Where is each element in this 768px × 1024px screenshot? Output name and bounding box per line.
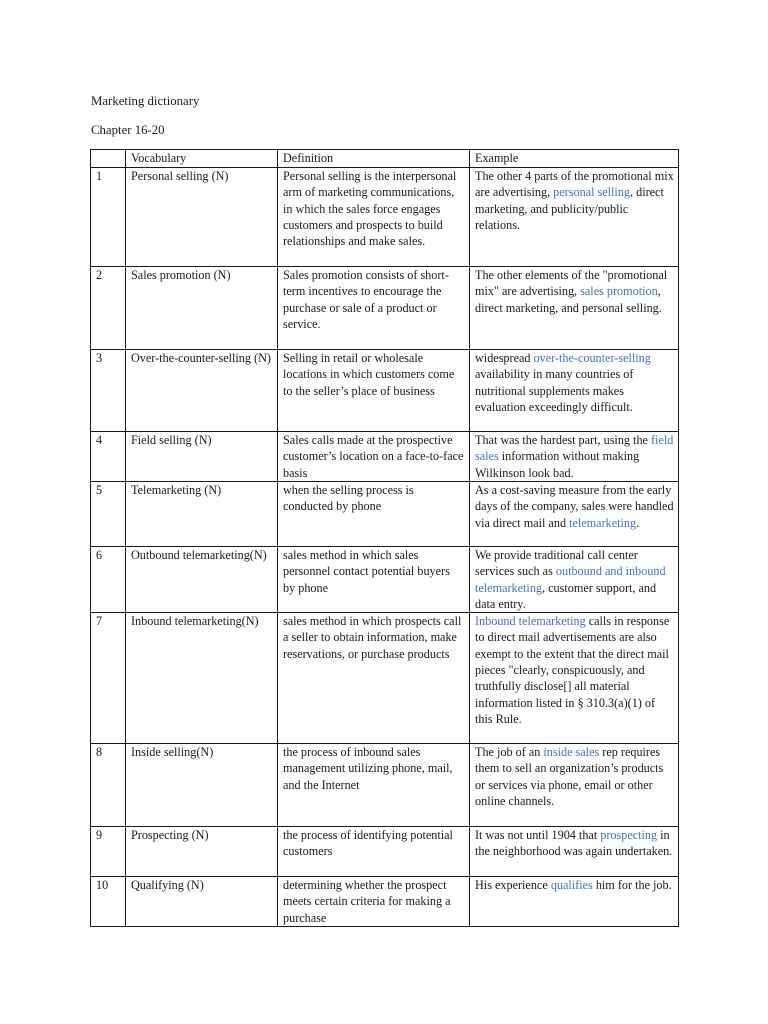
example-text-before: It was not until 1904 that: [475, 828, 601, 843]
example-text-after: availability in many countries of nutritional supplements makes evaluation exceedingly difficult.: [475, 367, 634, 414]
example-text-before: widespread: [475, 351, 534, 365]
header-example: Example: [470, 150, 679, 168]
example-text-after: in the neighborhood was again undertaken.: [475, 828, 673, 859]
example-text-after: .: [636, 515, 640, 530]
table-row: [91, 827, 679, 877]
example-term: telemarketing: [569, 515, 637, 530]
example-text-before: The other 4 parts of the promotional mix are advertising,: [475, 169, 674, 200]
row-example: [470, 482, 679, 547]
header-number: [91, 150, 126, 168]
table-row: [91, 432, 679, 482]
example-term: outbound and inbound telemarketing: [475, 564, 666, 595]
table-row: [91, 547, 679, 613]
row-example: [470, 168, 679, 267]
document-title: Marketing dictionary: [91, 94, 200, 108]
row-vocabulary: Outbound telemarketing(N): [126, 547, 278, 613]
row-number: 2: [91, 267, 126, 350]
example-term: personal selling: [553, 185, 631, 200]
row-example: [470, 432, 679, 482]
row-number: 10: [91, 877, 126, 927]
row-definition: when the selling process is conducted by phone: [278, 482, 470, 547]
row-definition: sales method in which sales personnel contact potential buyers by phone: [278, 547, 470, 613]
row-vocabulary: Sales promotion (N): [126, 267, 278, 350]
row-vocabulary: Inbound telemarketing(N): [126, 613, 278, 744]
example-text-after: , direct marketing, and publicity/public relations.: [475, 185, 664, 232]
table-row: [91, 613, 679, 744]
example-text-before: His experience: [475, 878, 551, 893]
row-definition: determining whether the prospect meets certain criteria for making a purchase: [278, 877, 470, 927]
example-text-before: That was the hardest part, using the: [475, 433, 651, 447]
header-vocabulary: Vocabulary: [126, 150, 278, 168]
row-number: 1: [91, 168, 126, 267]
example-text-before: We provide traditional call center services such as: [475, 548, 638, 579]
example-text-after: calls in response to direct mail advertisements are also exempt to the extent that the direct mail pieces "clearly, conspicuously, and truthfully disclose[] all material information listed in § 310.3(a)(1) of this Rule.: [475, 614, 670, 726]
row-vocabulary: Over-the-counter-selling (N): [126, 350, 278, 432]
row-number: 4: [91, 432, 126, 482]
table-row: [91, 267, 679, 350]
row-vocabulary: Qualifying (N): [126, 877, 278, 927]
row-number: 8: [91, 744, 126, 827]
row-number: 6: [91, 547, 126, 613]
row-example: [470, 613, 679, 744]
example-term: Inbound telemarketing: [475, 614, 586, 629]
row-definition: Selling in retail or wholesale locations in which customers come to the seller’s place of business: [278, 350, 470, 432]
example-text-before: As a cost-saving measure from the early days of the company, sales were handled via direct mail and: [475, 483, 674, 530]
row-definition: the process of identifying potential customers: [278, 827, 470, 877]
table-row: [91, 482, 679, 547]
example-text-after: , customer support, and data entry.: [475, 580, 657, 611]
header-definition: Definition: [278, 150, 470, 168]
table-row: [91, 744, 679, 827]
example-term: over-the-counter-selling: [533, 351, 651, 365]
row-vocabulary: Personal selling (N): [126, 168, 278, 267]
example-text-after: rep requires them to sell an organization’s products or services via phone, email or other online channels.: [475, 745, 664, 809]
example-text-before: The job of an: [475, 745, 544, 760]
row-definition: the process of inbound sales management utilizing phone, mail, and the Internet: [278, 744, 470, 827]
row-definition: Personal selling is the interpersonal arm of marketing communications, in which the sales force engages customers and prospects to build relationships and make sales.: [278, 168, 470, 267]
row-number: 9: [91, 827, 126, 877]
row-example: [470, 267, 679, 350]
table-row: [91, 168, 679, 267]
example-text-after: , direct marketing, and personal selling.: [475, 284, 662, 315]
row-example: [470, 827, 679, 877]
row-definition: Sales promotion consists of short-term incentives to encourage the purchase or sale of a product or service.: [278, 267, 470, 350]
vocabulary-table: [90, 149, 679, 927]
row-definition: Sales calls made at the prospective customer’s location on a face-to-face basis: [278, 432, 470, 482]
row-example: [470, 547, 679, 613]
example-term: prospecting: [600, 828, 658, 843]
row-number: 7: [91, 613, 126, 744]
table-row: [91, 350, 679, 432]
table-row: [91, 877, 679, 927]
example-term: sales promotion: [580, 284, 658, 299]
chapter-heading: Chapter 16-20: [91, 123, 165, 137]
row-number: 3: [91, 350, 126, 432]
row-example: [470, 350, 679, 432]
example-text-before: The other elements of the "promotional mix" are advertising,: [475, 268, 668, 299]
row-example: [470, 877, 679, 927]
example-text-after: him for the job.: [592, 878, 672, 893]
example-term: inside sales: [543, 745, 600, 760]
example-text-after: information without making Wilkinson look bad.: [475, 449, 640, 480]
table-header-row: [91, 150, 679, 168]
row-example: [470, 744, 679, 827]
example-term: qualifies: [550, 878, 593, 893]
row-definition: sales method in which prospects call a seller to obtain information, make reservations, or purchase products: [278, 613, 470, 744]
row-number: 5: [91, 482, 126, 547]
row-vocabulary: Telemarketing (N): [126, 482, 278, 547]
row-vocabulary: Field selling (N): [126, 432, 278, 482]
row-vocabulary: Inside selling(N): [126, 744, 278, 827]
example-term: field sales: [475, 433, 674, 464]
row-vocabulary: Prospecting (N): [126, 827, 278, 877]
